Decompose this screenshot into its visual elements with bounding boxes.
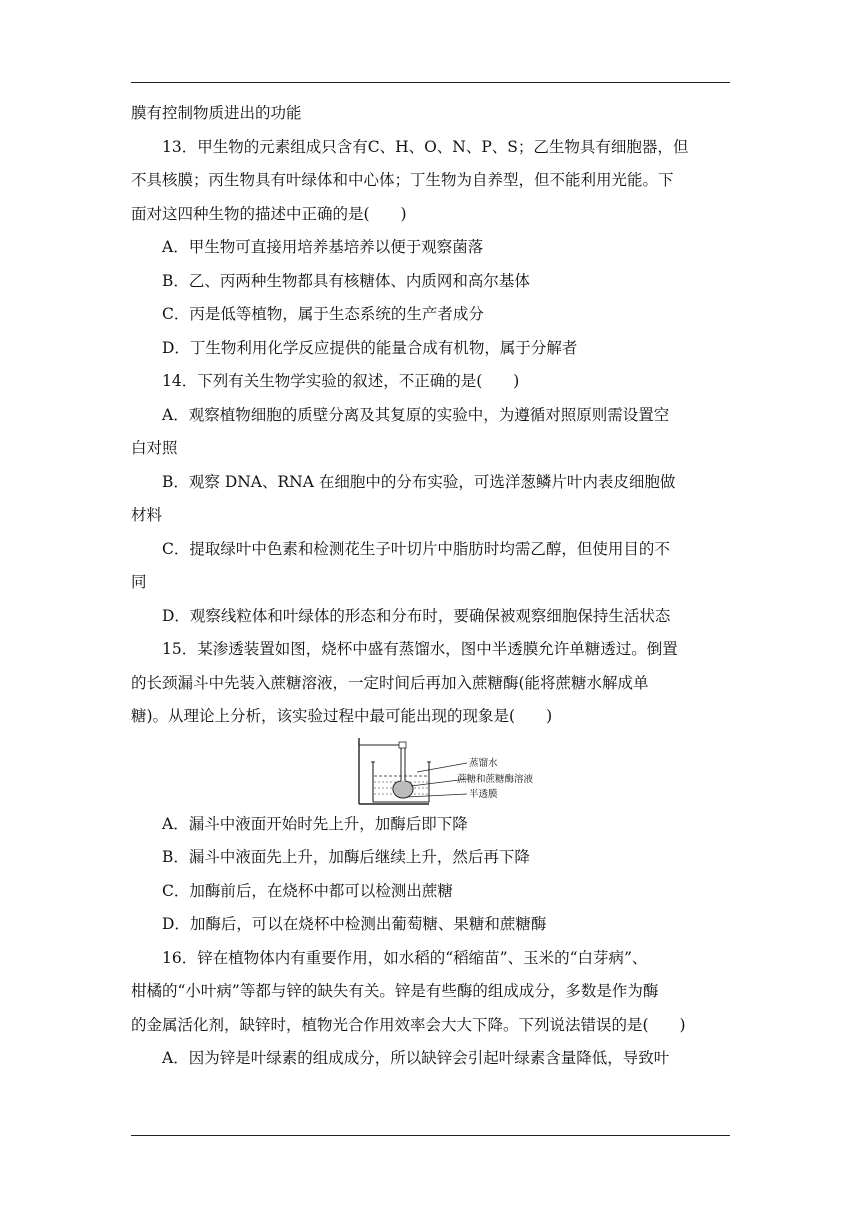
q13-option-a: A．甲生物可直接用培养基培养以便于观察菌落 bbox=[162, 238, 484, 256]
figure-label-membrane: 半透膜 bbox=[469, 788, 498, 800]
q13-stem-line-3: 面对这四种生物的描述中正确的是( ) bbox=[131, 204, 407, 223]
q13-option-d: D．丁生物利用化学反应提供的能量合成有机物，属于分解者 bbox=[162, 338, 578, 357]
continuation-text: 膜有控制物质进出的功能 bbox=[131, 104, 302, 122]
figure-label-distilled-water: 蒸馏水 bbox=[469, 757, 498, 769]
q15-option-b: B．漏斗中液面先上升，加酶后继续上升，然后再下降 bbox=[162, 848, 530, 866]
q15-option-c: C．加酶前后，在烧杯中都可以检测出蔗糖 bbox=[162, 881, 453, 900]
q13-option-b: B．乙、丙两种生物都具有核糖体、内质网和高尔基体 bbox=[162, 271, 530, 290]
q15-stem-line-1: 15．某渗透装置如图，烧杯中盛有蒸馏水，图中半透膜允许单糖透过。倒置 bbox=[162, 640, 678, 658]
figure-label-sucrose-solution: 蔗糖和蔗糖酶溶液 bbox=[457, 773, 534, 785]
q14-stem: 14．下列有关生物学实验的叙述，不正确的是( ) bbox=[162, 372, 520, 390]
q14-option-a-line-1: A．观察植物细胞的质壁分离及其复原的实验中，为遵循对照原则需设置空 bbox=[162, 405, 670, 424]
footer-rule bbox=[131, 1135, 730, 1136]
q15-option-a: A．漏斗中液面开始时先上升，加酶后即下降 bbox=[162, 814, 468, 833]
q13-stem-line-1: 13．甲生物的元素组成只含有C、H、O、N、P、S；乙生物具有细胞器，但 bbox=[162, 137, 689, 156]
q14-option-d: D．观察线粒体和叶绿体的形态和分布时，要确保被观察细胞保持生活状态 bbox=[162, 606, 671, 625]
q15-stem-line-3: 糖)。从理论上分析，该实验过程中最可能出现的现象是( ) bbox=[131, 707, 553, 725]
q15-stem-line-2: 的长颈漏斗中先装入蔗糖溶液，一定时间后再加入蔗糖酶(能将蔗糖水解成单 bbox=[131, 673, 649, 692]
q14-option-b-line-1: B．观察 DNA、RNA 在细胞中的分布实验，可选洋葱鳞片叶内表皮细胞做 bbox=[162, 472, 676, 491]
q13-option-c: C．丙是低等植物，属于生态系统的生产者成分 bbox=[162, 305, 484, 323]
q14-option-c-line-2: 同 bbox=[131, 573, 147, 591]
q14-option-c-line-1: C．提取绿叶中色素和检测花生子叶切片中脂肪时均需乙醇，但使用目的不 bbox=[162, 539, 670, 558]
q14-option-a-line-2: 白对照 bbox=[131, 439, 178, 457]
q15-option-d: D．加酶后，可以在烧杯中检测出葡萄糖、果糖和蔗糖酶 bbox=[162, 915, 547, 933]
q16-option-a: A．因为锌是叶绿素的组成成分，所以缺锌会引起叶绿素含量降低，导致叶 bbox=[162, 1049, 670, 1067]
osmosis-apparatus-diagram bbox=[357, 736, 547, 808]
osmosis-apparatus-figure bbox=[131, 734, 730, 808]
header-rule bbox=[131, 82, 730, 83]
q13-stem-line-2: 不具核膜；丙生物具有叶绿体和中心体；丁生物为自养型，但不能利用光能。下 bbox=[131, 171, 674, 189]
q16-stem-line-2: 柑橘的“小叶病”等都与锌的缺失有关。锌是有些酶的组成成分，多数是作为酶 bbox=[131, 982, 659, 1000]
q16-stem-line-1: 16．锌在植物体内有重要作用，如水稻的“稻缩苗”、玉米的“白芽病”、 bbox=[162, 948, 648, 967]
q16-stem-line-3: 的金属活化剂，缺锌时，植物光合作用效率会大大下降。下列说法错误的是( ) bbox=[131, 1015, 686, 1034]
page-body bbox=[131, 97, 730, 1076]
q14-option-b-line-2: 材料 bbox=[131, 506, 163, 524]
